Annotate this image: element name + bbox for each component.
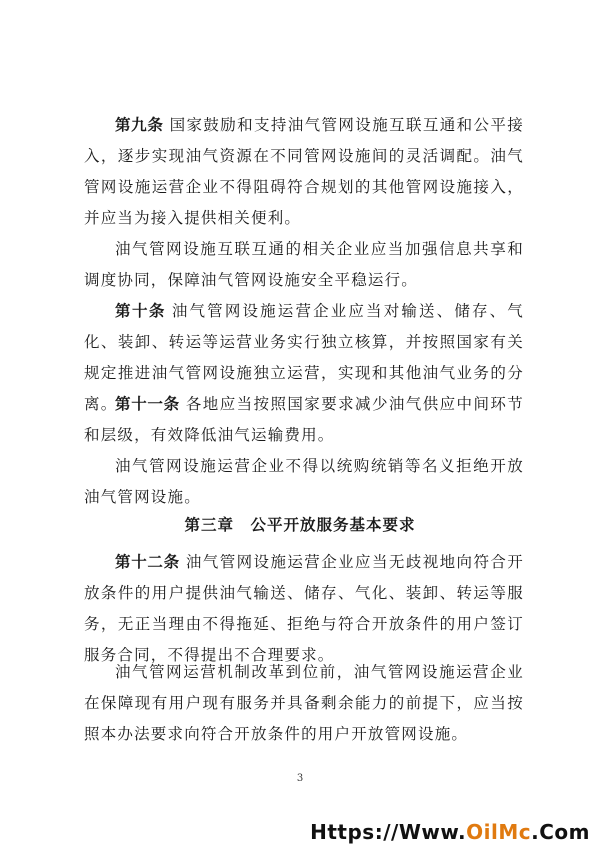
- article-11-paragraph: [84, 389, 524, 451]
- page-number: 3: [296, 773, 304, 784]
- watermark: [310, 820, 590, 844]
- article-9-paragraph: [84, 110, 524, 234]
- paragraph-text: 油气管网设施运营企业不得以统购统销等名义拒绝开放油气管网设施。: [84, 457, 524, 506]
- watermark-brand: OilMc: [466, 820, 532, 844]
- paragraph-text: 油气管网运营机制改革到位前，油气管网设施运营企业在保障现有用户现有服务并具备剩余能力的前提下，应当按照本办法要求向符合开放条件的用户开放管网设施。: [84, 663, 524, 743]
- article-heading: 第十一条: [115, 395, 180, 413]
- article-text: 国家鼓励和支持油气管网设施互联互通和公平接入，逐步实现油气资源在不同管网设施间的灵活调配。油气管网设施运营企业不得阻碍符合规划的其他管网设施接入，并应当为接入提供相关便利。: [84, 116, 524, 227]
- paragraph-text: 油气管网设施互联互通的相关企业应当加强信息共享和调度协同，保障油气管网设施安全平稳运行。: [84, 240, 524, 289]
- article-heading: 第九条: [115, 116, 164, 134]
- no-refusal-paragraph: [84, 451, 524, 513]
- article-12-paragraph: [84, 547, 524, 671]
- watermark-prefix: Https://Www.: [310, 820, 467, 844]
- article-text: 油气管网设施运营企业应当对输送、储存、气化、装卸、转运等运营业务实行独立核算，并按照国家有关规定推进油气管网设施独立运营，实现和其他油气业务的分离。: [84, 302, 524, 413]
- article-text: 油气管网设施运营企业应当无歧视地向符合开放条件的用户提供油气输送、储存、气化、装卸、转运等服务，无正当理由不得拖延、拒绝与符合开放条件的用户签订服务合同，不得提出不合理要求。: [84, 553, 524, 664]
- article-heading: 第十二条: [115, 553, 180, 571]
- reform-paragraph: [84, 657, 524, 750]
- article-text: 各地应当按照国家要求减少油气供应中间环节和层级，有效降低油气运输费用。: [84, 395, 524, 444]
- interconnection-paragraph: [84, 234, 524, 296]
- watermark-suffix: .Com: [531, 820, 590, 844]
- article-heading: 第十条: [115, 302, 166, 320]
- chapter-heading: 第三章 公平开放服务基本要求: [184, 516, 416, 534]
